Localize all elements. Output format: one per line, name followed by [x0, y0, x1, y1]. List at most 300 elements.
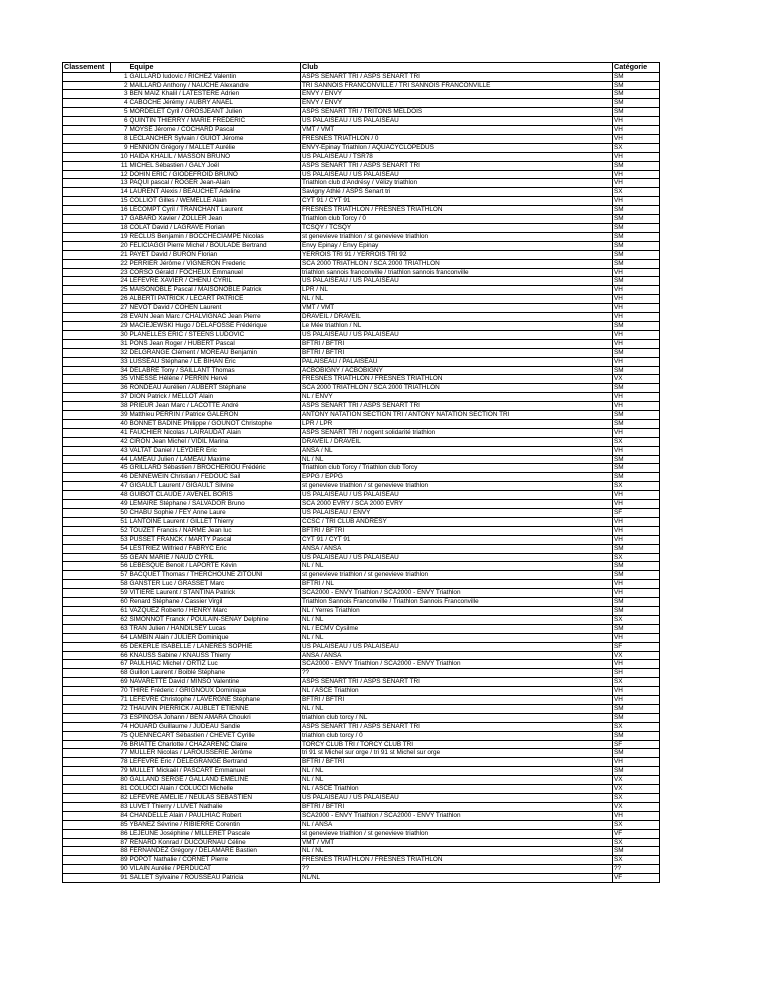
category-cell: SX [613, 722, 660, 731]
club-cell: LPR / LPR [301, 419, 613, 428]
empty-cell [63, 553, 111, 562]
empty-cell [63, 402, 111, 411]
empty-cell [63, 313, 111, 322]
category-cell: VH [613, 696, 660, 705]
rank-cell: 28 [111, 313, 129, 322]
club-cell: FRESNES TRIATHLON / FRESNES TRIATHLON [301, 856, 613, 865]
team-cell: FERNANDEZ Grégory / DELAMARE Bastien [129, 847, 301, 856]
table-row [63, 749, 660, 758]
rank-cell: 63 [111, 624, 129, 633]
empty-cell [63, 304, 111, 313]
team-cell: MICHEL Sébastien / GALY Joël [129, 161, 301, 170]
team-cell: RECLUS Benjamin / BOCCHECIAMPE Nicolas [129, 232, 301, 241]
club-cell: ASPS SENART TRI / ASPS SENART TRI [301, 678, 613, 687]
team-cell: LEFEVRE XAVIER / CHENU CYRIL [129, 277, 301, 286]
rank-cell: 67 [111, 660, 129, 669]
team-cell: PAQUI pascal / ROGER Jean-Alain [129, 179, 301, 188]
empty-cell [63, 606, 111, 615]
category-cell: SM [613, 544, 660, 553]
empty-cell [63, 687, 111, 696]
club-cell: Triathlon club Torcy / Triathlon club Torcy [301, 464, 613, 473]
club-cell: YERROIS TRI 91 / YERROIS TRI 92 [301, 250, 613, 259]
empty-cell [63, 722, 111, 731]
club-cell: VMT / VMT [301, 304, 613, 313]
empty-cell [63, 108, 111, 117]
club-cell: st genevieve triathlon / st genevieve triathlon [301, 829, 613, 838]
team-cell: DENNEWEIN Christian / FEDOUC Sail [129, 473, 301, 482]
table-row [63, 794, 660, 803]
team-cell: LESTRIEZ Wilfried / FABRYC Eric [129, 544, 301, 553]
club-cell: TCSQY / TCSQY [301, 224, 613, 233]
club-cell: DRAVEIL / DRAVEIL [301, 437, 613, 446]
empty-cell [63, 384, 111, 393]
category-cell: SM [613, 731, 660, 740]
rank-cell: 20 [111, 241, 129, 250]
header-spacer [111, 63, 129, 73]
club-cell: Triathlon club d'Andrésy / Vélizy triathlon [301, 179, 613, 188]
empty-cell [63, 500, 111, 509]
club-cell: DRAVEIL / DRAVEIL [301, 313, 613, 322]
category-cell: SM [613, 455, 660, 464]
club-cell: triathlon club torcy / 0 [301, 731, 613, 740]
table-row [63, 642, 660, 651]
team-cell: GANSTER Luc / GRASSET Marc [129, 580, 301, 589]
team-cell: COLUCCI Alain / COLUCCI Michelle [129, 785, 301, 794]
table-row [63, 330, 660, 339]
table-row [63, 829, 660, 838]
table-row [63, 126, 660, 135]
empty-cell [63, 72, 111, 81]
rank-cell: 6 [111, 117, 129, 126]
empty-cell [63, 838, 111, 847]
table-row [63, 544, 660, 553]
table-row [63, 624, 660, 633]
table-row [63, 152, 660, 161]
club-cell: Envy Epinay / Envy Epinay [301, 241, 613, 250]
team-cell: GABARD Xavier / ZOLLER Jean [129, 215, 301, 224]
rank-cell: 47 [111, 482, 129, 491]
rank-cell: 65 [111, 642, 129, 651]
club-cell: TORCY CLUB TRI / TORCY CLUB TRI [301, 740, 613, 749]
table-row [63, 687, 660, 696]
table-row [63, 179, 660, 188]
team-cell: EVAIN Jean Marc / CHALVIGNAC Jean Pierre [129, 313, 301, 322]
club-cell: SCA2000 - ENVY Triathlon / SCA2000 - ENVY Triathlon [301, 589, 613, 598]
table-row [63, 304, 660, 313]
category-cell: VH [613, 660, 660, 669]
table-row [63, 678, 660, 687]
category-cell: VH [613, 152, 660, 161]
team-cell: RENARD Konrad / DUCOURNAU Céline [129, 838, 301, 847]
empty-cell [63, 624, 111, 633]
club-cell: US PALAISEAU / ENVY [301, 509, 613, 518]
team-cell: CORSO Gérald / FOCHEUX Emmanuel [129, 268, 301, 277]
rank-cell: 17 [111, 215, 129, 224]
rank-cell: 68 [111, 669, 129, 678]
team-cell: VAZQUEZ Roberto / HENRY Marc [129, 606, 301, 615]
table-row [63, 402, 660, 411]
table-row [63, 321, 660, 330]
rank-cell: 50 [111, 509, 129, 518]
table-row [63, 704, 660, 713]
empty-cell [63, 847, 111, 856]
team-cell: LECOMPT Cyril / TRANCHANT Laurent [129, 206, 301, 215]
table-row [63, 437, 660, 446]
header-row [63, 63, 660, 73]
table-row [63, 847, 660, 856]
team-cell: NEVOT David / COHEN Laurent [129, 304, 301, 313]
category-cell: SX [613, 856, 660, 865]
rank-cell: 26 [111, 295, 129, 304]
rank-cell: 58 [111, 580, 129, 589]
category-cell: VX [613, 651, 660, 660]
table-row [63, 580, 660, 589]
table-row [63, 99, 660, 108]
team-cell: QUINTIN THIERRY / MARIE FREDERIC [129, 117, 301, 126]
category-cell: VH [613, 589, 660, 598]
category-cell: VH [613, 286, 660, 295]
category-cell: SM [613, 562, 660, 571]
club-cell: NL / ANSA [301, 820, 613, 829]
table-row [63, 197, 660, 206]
empty-cell [63, 197, 111, 206]
table-row [63, 375, 660, 384]
category-cell: SM [613, 232, 660, 241]
team-cell: ESPINOSA Johann / BEN AMARA Choukri [129, 713, 301, 722]
category-cell: VX [613, 785, 660, 794]
club-cell: BFTRI / BFTRI [301, 526, 613, 535]
rank-cell: 76 [111, 740, 129, 749]
table-row [63, 366, 660, 375]
empty-cell [63, 829, 111, 838]
category-cell: SM [613, 348, 660, 357]
rank-cell: 89 [111, 856, 129, 865]
table-row [63, 811, 660, 820]
rank-cell: 19 [111, 232, 129, 241]
rank-cell: 57 [111, 571, 129, 580]
empty-cell [63, 535, 111, 544]
rank-cell: 87 [111, 838, 129, 847]
empty-cell [63, 544, 111, 553]
rank-cell: 14 [111, 188, 129, 197]
category-cell: VH [613, 170, 660, 179]
rank-cell: 42 [111, 437, 129, 446]
club-cell: NL / NL [301, 847, 613, 856]
rank-cell: 25 [111, 286, 129, 295]
category-cell: VH [613, 535, 660, 544]
empty-cell [63, 785, 111, 794]
table-row [63, 713, 660, 722]
empty-cell [63, 339, 111, 348]
club-cell: US PALAISEAU / US PALAISEAU [301, 491, 613, 500]
club-cell: FRESNES TRIATHLON / FRESNES TRIATHLON [301, 375, 613, 384]
team-cell: HENNION Grégory / MALLET Aurélie [129, 143, 301, 152]
club-cell: NL / ASCE Triathlon [301, 785, 613, 794]
rank-cell: 31 [111, 339, 129, 348]
table-row [63, 72, 660, 81]
team-cell: KNAUSS Sabine / KNAUSS Thierry [129, 651, 301, 660]
team-cell: TRAN Julien / HANDILSEY Lucas [129, 624, 301, 633]
table-row [63, 215, 660, 224]
empty-cell [63, 526, 111, 535]
category-cell: VH [613, 633, 660, 642]
rank-cell: 83 [111, 802, 129, 811]
team-cell: Matthieu PERRIN / Patrice GALERON [129, 411, 301, 420]
table-row [63, 268, 660, 277]
empty-cell [63, 268, 111, 277]
category-cell: VH [613, 313, 660, 322]
club-cell: NL / NL [301, 455, 613, 464]
club-cell: NL / NL [301, 615, 613, 624]
empty-cell [63, 758, 111, 767]
rank-cell: 36 [111, 384, 129, 393]
club-cell: SCA2000 - ENVY Triathlon / SCA2000 - ENVY Triathlon [301, 660, 613, 669]
empty-cell [63, 295, 111, 304]
team-cell: COLLIOT Gilles / WEMELLE Alain [129, 197, 301, 206]
empty-cell [63, 134, 111, 143]
table-row [63, 535, 660, 544]
rank-cell: 79 [111, 767, 129, 776]
club-cell: TRI SANNOIS FRANCONVILLE / TRI SANNOIS FRANCONVILLE [301, 81, 613, 90]
club-cell: BFTRI / BFTRI [301, 758, 613, 767]
empty-cell [63, 517, 111, 526]
rank-cell: 21 [111, 250, 129, 259]
category-cell: SX [613, 143, 660, 152]
empty-cell [63, 259, 111, 268]
club-cell: ENVY / ENVY [301, 90, 613, 99]
empty-cell [63, 161, 111, 170]
club-cell: NL / NL [301, 776, 613, 785]
category-cell: VH [613, 339, 660, 348]
category-cell: VH [613, 295, 660, 304]
table-row [63, 393, 660, 402]
category-cell: SM [613, 606, 660, 615]
empty-cell [63, 455, 111, 464]
empty-cell [63, 740, 111, 749]
table-row [63, 669, 660, 678]
table-row [63, 633, 660, 642]
club-cell: NL / NL [301, 767, 613, 776]
table-row [63, 411, 660, 420]
category-cell: SM [613, 277, 660, 286]
category-cell: SM [613, 250, 660, 259]
results-table [62, 62, 660, 883]
club-cell: BFTRI / BFTRI [301, 802, 613, 811]
category-cell: VH [613, 446, 660, 455]
club-cell: US PALAISEAU / US PALAISEAU [301, 553, 613, 562]
team-cell: LEFEVRE AMELIE / NEULAS SEBASTIEN [129, 794, 301, 803]
category-cell: VX [613, 375, 660, 384]
team-cell: GIGAULT Laurent / GIGAULT Silvine [129, 482, 301, 491]
category-cell: SM [613, 321, 660, 330]
team-cell: PAYET David / BURON Florian [129, 250, 301, 259]
empty-cell [63, 678, 111, 687]
empty-cell [63, 473, 111, 482]
club-cell: VMT / VMT [301, 126, 613, 135]
club-cell: triathlon club torcy / NL [301, 713, 613, 722]
table-row [63, 482, 660, 491]
empty-cell [63, 366, 111, 375]
empty-cell [63, 126, 111, 135]
category-cell: SX [613, 553, 660, 562]
table-row [63, 562, 660, 571]
club-cell: ANSA / ANSA [301, 651, 613, 660]
team-cell: BRIATTE Charlotte / CHAZARENC Claire [129, 740, 301, 749]
category-cell: VH [613, 517, 660, 526]
team-cell: BONNET BADINE Philippe / GOUNOT Christophe [129, 419, 301, 428]
category-cell: SM [613, 419, 660, 428]
category-cell: SM [613, 598, 660, 607]
rank-cell: 45 [111, 464, 129, 473]
rank-cell: 27 [111, 304, 129, 313]
rank-cell: 43 [111, 446, 129, 455]
table-row [63, 722, 660, 731]
rank-cell: 78 [111, 758, 129, 767]
team-cell: PERRIER Jérôme / VIGNERON Frederic [129, 259, 301, 268]
category-cell: SX [613, 188, 660, 197]
empty-cell [63, 820, 111, 829]
empty-cell [63, 509, 111, 518]
club-cell: NL / ASCE Triathlon [301, 687, 613, 696]
table-row [63, 865, 660, 874]
team-cell: Guillon Laurent / Boiblé Stéphane [129, 669, 301, 678]
table-row [63, 696, 660, 705]
club-cell: ENVY / ENVY [301, 99, 613, 108]
table-row [63, 170, 660, 179]
empty-cell [63, 660, 111, 669]
empty-cell [63, 286, 111, 295]
club-cell: CCSC / TRI CLUB ANDRESY [301, 517, 613, 526]
club-cell: PALAISEAU / PALAISEAU [301, 357, 613, 366]
table-row [63, 357, 660, 366]
club-cell: BFTRI / NL [301, 580, 613, 589]
table-row [63, 874, 660, 883]
empty-cell [63, 206, 111, 215]
category-cell: SF [613, 740, 660, 749]
team-cell: SALLET Sylvaine / ROUSSEAU Patricia [129, 874, 301, 883]
empty-cell [63, 598, 111, 607]
rank-cell: 30 [111, 330, 129, 339]
team-cell: LAMEAU Julien / LAMEAU Maxime [129, 455, 301, 464]
team-cell: VINESSE Hélène / PERRIN Hervé [129, 375, 301, 384]
rank-cell: 51 [111, 517, 129, 526]
team-cell: MORDELET Cyril / GROSJEANT Julien [129, 108, 301, 117]
rank-cell: 77 [111, 749, 129, 758]
club-cell: NL / NL [301, 562, 613, 571]
empty-cell [63, 232, 111, 241]
team-cell: SIMONNOT Franck / POULAIN-SENAY Delphine [129, 615, 301, 624]
team-cell: FAUCHIER Nicolas / LAIRAUDAT Alain [129, 428, 301, 437]
rank-cell: 61 [111, 606, 129, 615]
table-row [63, 740, 660, 749]
empty-cell [63, 215, 111, 224]
table-row [63, 348, 660, 357]
rank-cell: 2 [111, 81, 129, 90]
rank-cell: 38 [111, 402, 129, 411]
club-cell: NL / NL [301, 633, 613, 642]
table-row [63, 188, 660, 197]
rank-cell: 84 [111, 811, 129, 820]
rank-cell: 72 [111, 704, 129, 713]
empty-cell [63, 250, 111, 259]
category-cell: SF [613, 642, 660, 651]
team-cell: VITIERE Laurent / STANTINA Patrick [129, 589, 301, 598]
club-cell: NL / ECMV Cysilme [301, 624, 613, 633]
club-cell: ASPS SENART TRI / nogent solidarité triathlon [301, 428, 613, 437]
rank-cell: 82 [111, 794, 129, 803]
empty-cell [63, 731, 111, 740]
club-cell: US PALAISEAU / US PALAISEAU [301, 170, 613, 179]
team-cell: VALTAT Daniel / LEYDIER Eric [129, 446, 301, 455]
club-cell: ?? [301, 865, 613, 874]
rank-cell: 3 [111, 90, 129, 99]
team-cell: PUSSET FRANCK / MARTY Pascal [129, 535, 301, 544]
rank-cell: 75 [111, 731, 129, 740]
club-cell: st genevieve triathlon / st genevieve triathlon [301, 482, 613, 491]
category-cell: VH [613, 491, 660, 500]
club-cell: US PALAISEAU / TSR78 [301, 152, 613, 161]
empty-cell [63, 277, 111, 286]
table-row [63, 776, 660, 785]
team-cell: LEJEUNE Joséphine / MILLERET Pascale [129, 829, 301, 838]
club-cell: NL / ENVY [301, 393, 613, 402]
team-cell: LANTOINE Laurent / GILLET Thierry [129, 517, 301, 526]
category-cell: VH [613, 134, 660, 143]
team-cell: GEAN MARIE / NAUD CYRIL [129, 553, 301, 562]
table-row [63, 339, 660, 348]
rank-cell: 73 [111, 713, 129, 722]
category-cell: SM [613, 704, 660, 713]
club-cell: Triathlon club Torcy / 0 [301, 215, 613, 224]
table-row [63, 259, 660, 268]
rank-cell: 10 [111, 152, 129, 161]
empty-cell [63, 81, 111, 90]
category-cell: VX [613, 802, 660, 811]
rank-cell: 86 [111, 829, 129, 838]
table-row [63, 117, 660, 126]
category-cell: VH [613, 197, 660, 206]
team-cell: LEFEVRE Christophe / LAVERGNE Stéphane [129, 696, 301, 705]
header-rank: Classement [63, 63, 111, 73]
category-cell: VH [613, 179, 660, 188]
rank-cell: 52 [111, 526, 129, 535]
club-cell: CYT 91 / CYT 91 [301, 197, 613, 206]
category-cell: VX [613, 776, 660, 785]
club-cell: ACBOBIGNY / ACBOBIGNY [301, 366, 613, 375]
table-row [63, 517, 660, 526]
empty-cell [63, 482, 111, 491]
header-team: Equipe [129, 63, 301, 73]
table-row [63, 108, 660, 117]
club-cell: CYT 91 / CYT 91 [301, 535, 613, 544]
rank-cell: 23 [111, 268, 129, 277]
team-cell: GRILLARD Sébastien / BROCHERIOU Frédéric [129, 464, 301, 473]
team-cell: HOUARD Guillaume / JUDEAU Sandie [129, 722, 301, 731]
team-cell: LECLANCHER Sylvain / GUIOT Jérome [129, 134, 301, 143]
rank-cell: 16 [111, 206, 129, 215]
table-row [63, 553, 660, 562]
club-cell: NL / NL [301, 704, 613, 713]
table-row [63, 838, 660, 847]
category-cell: SM [613, 847, 660, 856]
table-row [63, 464, 660, 473]
empty-cell [63, 179, 111, 188]
club-cell: US PALAISEAU / US PALAISEAU [301, 330, 613, 339]
empty-cell [63, 615, 111, 624]
table-row [63, 500, 660, 509]
table-row [63, 491, 660, 500]
rank-cell: 54 [111, 544, 129, 553]
